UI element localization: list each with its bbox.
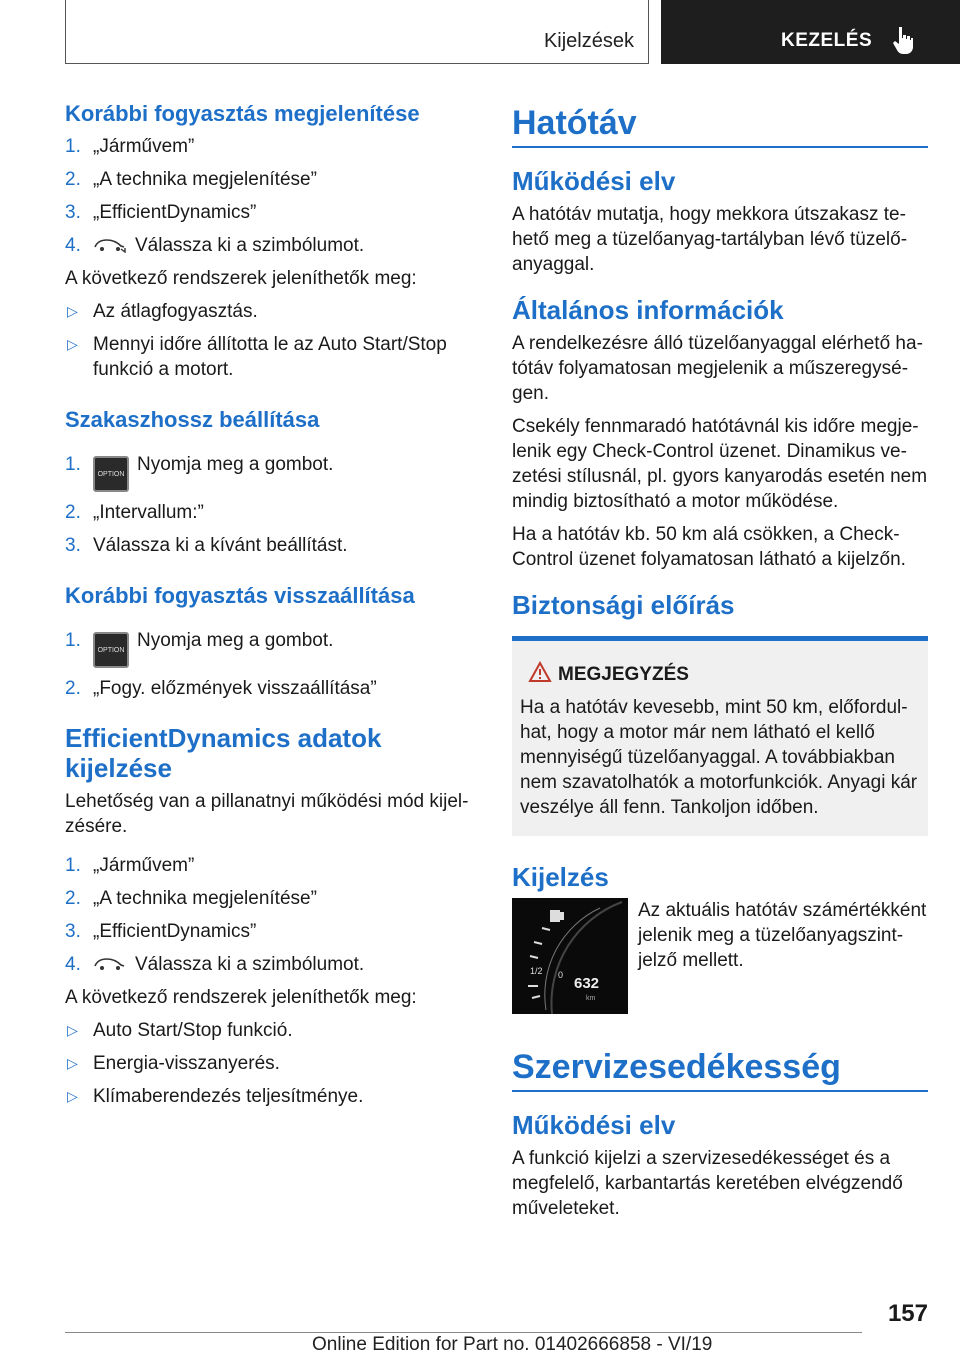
heading-efficientdynamics: EfficientDynamics adatok kijelzése — [65, 723, 382, 783]
heading-previous-consumption: Korábbi fogyasztás megjelenítése — [65, 101, 420, 126]
heading-rule — [512, 146, 928, 148]
warning-icon — [528, 661, 552, 683]
fuel-pump-icon — [550, 910, 560, 922]
option-button-icon: OPTION — [93, 632, 129, 668]
general-text-1: A rendelkezésre álló tüzelőanyaggal elérhető hatótáv folyamatosan megjelenik a műszeregységen. — [512, 333, 923, 404]
step-1: 1. OPTION Nyomja meg a gombot. — [65, 628, 475, 668]
heading-principle: Működési elv — [512, 166, 676, 196]
display-text: Az aktuális hatótáv számértékként jelenik meg a tüzelőanyagszintjelző mellett. — [638, 900, 927, 971]
systems-intro: A következő rendszerek jeleníthetők meg: — [65, 987, 417, 1008]
footer-rule — [65, 1332, 862, 1333]
right-column — [512, 100, 928, 1229]
bullet-item: ▷ Klímaberendezés teljesítménye. — [67, 1086, 364, 1107]
page-number: 157 — [887, 1300, 928, 1327]
heading-rule — [512, 1090, 928, 1092]
chapter-tab — [661, 0, 960, 64]
car-history-icon — [93, 237, 127, 253]
step-3: 3. Válassza ki a kívánt beállítást. — [65, 535, 348, 556]
step-4: 4. Válassza ki a szimbólumot. — [65, 235, 365, 256]
step-2: 2. „Fogy. előzmények visszaállítása” — [65, 678, 377, 699]
efficientdynamics-text: Lehetőség van a pillanatnyi működési mód kijelzésére. — [65, 791, 469, 837]
step-3: 3. „EfficientDynamics” — [65, 921, 257, 942]
step-2: 2. „A technika megjelenítése” — [65, 169, 317, 190]
fuel-gauge-graphic — [512, 898, 628, 1014]
heading-reset-consumption: Korábbi fogyasztás visszaállítása — [65, 583, 415, 608]
step-1: 1. „Járművem” — [65, 855, 195, 876]
step-4: 4. Válassza ki a szimbólumot. — [65, 954, 365, 975]
hand-pointer-icon — [892, 26, 914, 54]
note-heading: MEGJEGYZÉS — [520, 661, 920, 689]
general-text-2: Csekély fennmaradó hatótávnál kis időre megjelenik egy Check-Control üzenet. Dinamikus vezetési stílusnál, pl. gyors kanyarodás esetén nem mindig biztosítható a motor működése. — [512, 416, 928, 512]
safety-note — [512, 636, 928, 836]
section-title: Kijelzések — [543, 30, 634, 52]
left-column — [65, 100, 475, 1117]
chapter-title: KEZELÉS — [781, 30, 873, 51]
car-energy-icon — [93, 956, 127, 972]
range-value: 632 — [574, 975, 600, 992]
heading-service: Szervizesedékesség — [512, 1048, 841, 1086]
gauge-half-label: 1/2 — [530, 966, 543, 976]
heading-display: Kijelzés — [512, 862, 609, 892]
heading-general-info: Általános információk — [512, 295, 784, 325]
systems-intro: A következő rendszerek jeleníthetők meg: — [65, 268, 417, 289]
header-section-box — [65, 0, 649, 64]
footer-edition: Online Edition for Part no. 01402666858 - VI/19 — [312, 1334, 713, 1355]
note-text: Ha a hatótáv kevesebb, mint 50 km, előfordulhat, hogy a motor már nem látható el kellő mennyiségű tüzelőanyaggal. A továbbiakban nem szavatolhatók a motorfunkciók. Anyagi kár veszélye áll fenn. Tankoljon időben. — [520, 697, 918, 818]
general-text-3: Ha a hatótáv kb. 50 km alá csökken, a Check-Control üzenet folyamatosan látható a kijelzőn. — [512, 524, 906, 570]
heading-service-principle: Működési elv — [512, 1110, 676, 1140]
service-text: A funkció kijelzi a szervizesedékességet és a megfelelő, karbantartás keretében elvégzendő műveleteket. — [512, 1148, 903, 1219]
step-1: 1. OPTION Nyomja meg a gombot. — [65, 452, 475, 492]
bullet-item: ▷ Mennyi időre állította le az Auto Start/Stop funkció a motort. — [67, 334, 447, 380]
heading-safety: Biztonsági előírás — [512, 590, 735, 620]
range-unit: km — [586, 995, 596, 1002]
heading-range: Hatótáv — [512, 104, 637, 142]
principle-text: A hatótáv mutatja, hogy mekkora útszakasz tehető meg a tüzelőanyag-tartályban lévő tüzelőanyaggal. — [512, 204, 908, 275]
step-1: 1. „Járművem” — [65, 136, 195, 157]
bullet-item: ▷ Energia-visszanyerés. — [67, 1053, 280, 1074]
range-gauge-image — [512, 898, 628, 1014]
step-3: 3. „EfficientDynamics” — [65, 202, 257, 223]
option-button-icon: OPTION — [93, 456, 129, 492]
bullet-item: ▷ Auto Start/Stop funkció. — [67, 1020, 293, 1041]
bullet-item: ▷ Az átlagfogyasztás. — [67, 301, 258, 322]
gauge-zero-label: 0 — [558, 970, 564, 980]
display-row — [512, 898, 928, 1014]
step-2: 2. „Intervallum:” — [65, 502, 204, 523]
step-2: 2. „A technika megjelenítése” — [65, 888, 317, 909]
heading-interval-setting: Szakaszhossz beállítása — [65, 407, 320, 432]
